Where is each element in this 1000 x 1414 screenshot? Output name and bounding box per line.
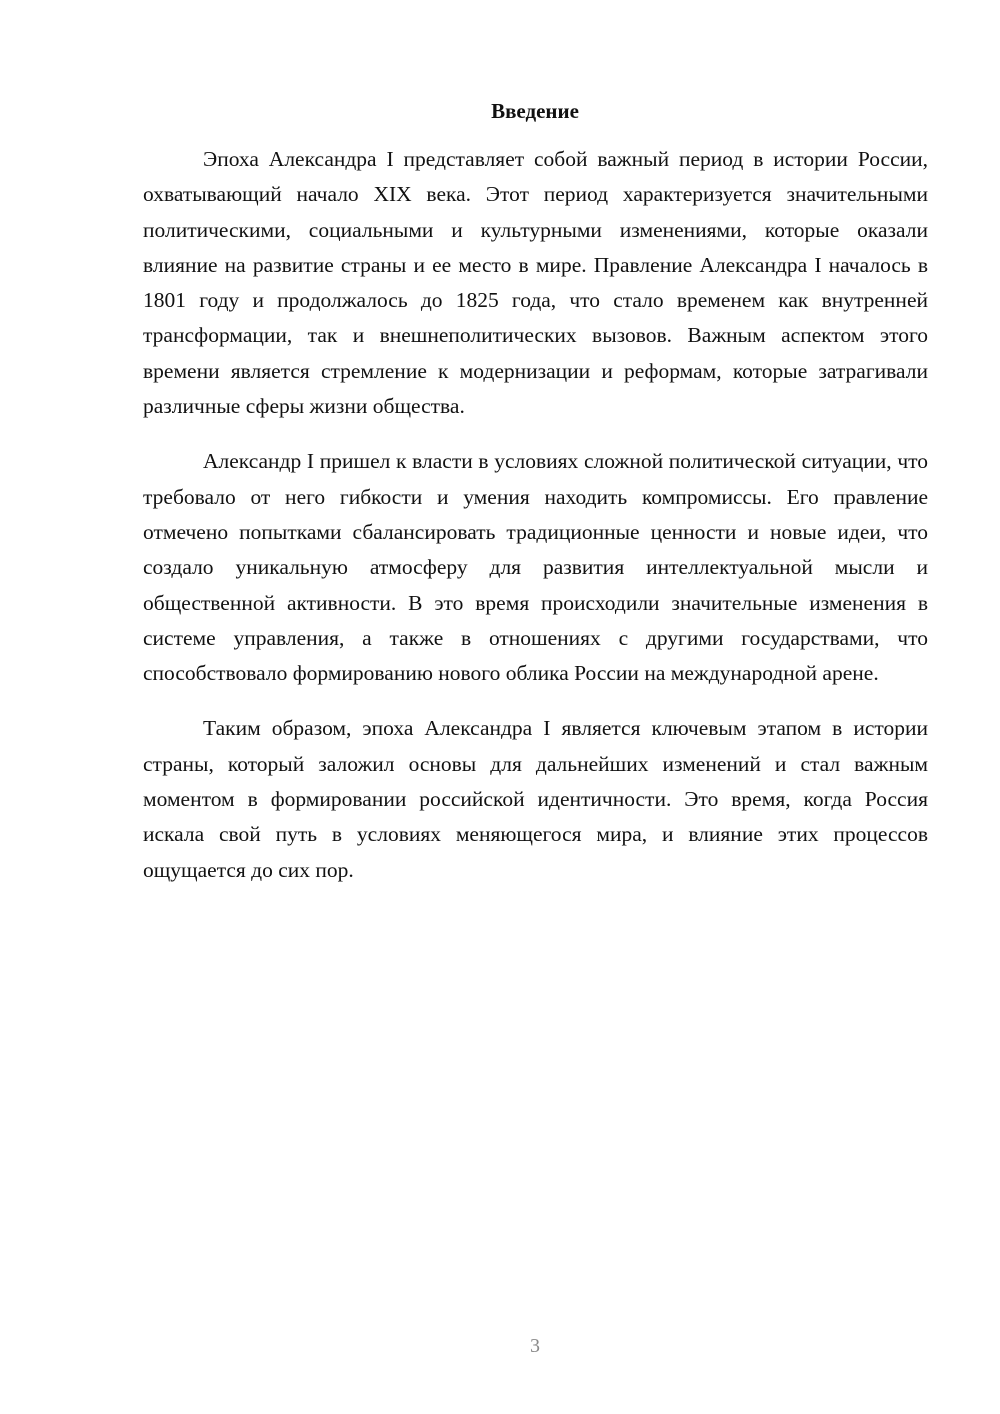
paragraph-3: Таким образом, эпоха Александра I является ключевым этапом в истории страны, который заложил основы для дальнейших изменений и стал важным моментом в формировании российской идентичности. Это время, когда Россия искала свой путь в условиях меняющегося мира, и влияние этих процессов ощущается до сих пор.	[143, 716, 928, 882]
page-heading: Введение	[491, 99, 579, 123]
paragraph-2: Александр I пришел к власти в условиях сложной политической ситуации, что требовало от него гибкости и умения находить компромиссы. Его правление отмечено попытками сбалансировать традиционные ценности и новые идеи, что создало уникальную атмосферу для развития интеллектуальной мысли и общественной активности. В это время происходили значительные изменения в системе управления, а также в отношениях с другими государствами, что способствовало формированию нового облика России на международной арене.	[143, 449, 928, 686]
page-number: 3	[530, 1335, 540, 1357]
paragraph-1: Эпоха Александра I представляет собой важный период в истории России, охватывающий начало XIX века. Этот период характеризуется значительными политическими, социальными и культурными изменениями, которые оказали влияние на развитие страны и ее место в мире. Правление Александра I началось в 1801 году и продолжалось до 1825 года, что стало временем как внутренней трансформации, так и внешнеполитических вызовов. Важным аспектом этого времени является стремление к модернизации и реформам, которые затрагивали различные сферы жизни общества.	[143, 147, 928, 419]
body-text	[143, 142, 928, 908]
